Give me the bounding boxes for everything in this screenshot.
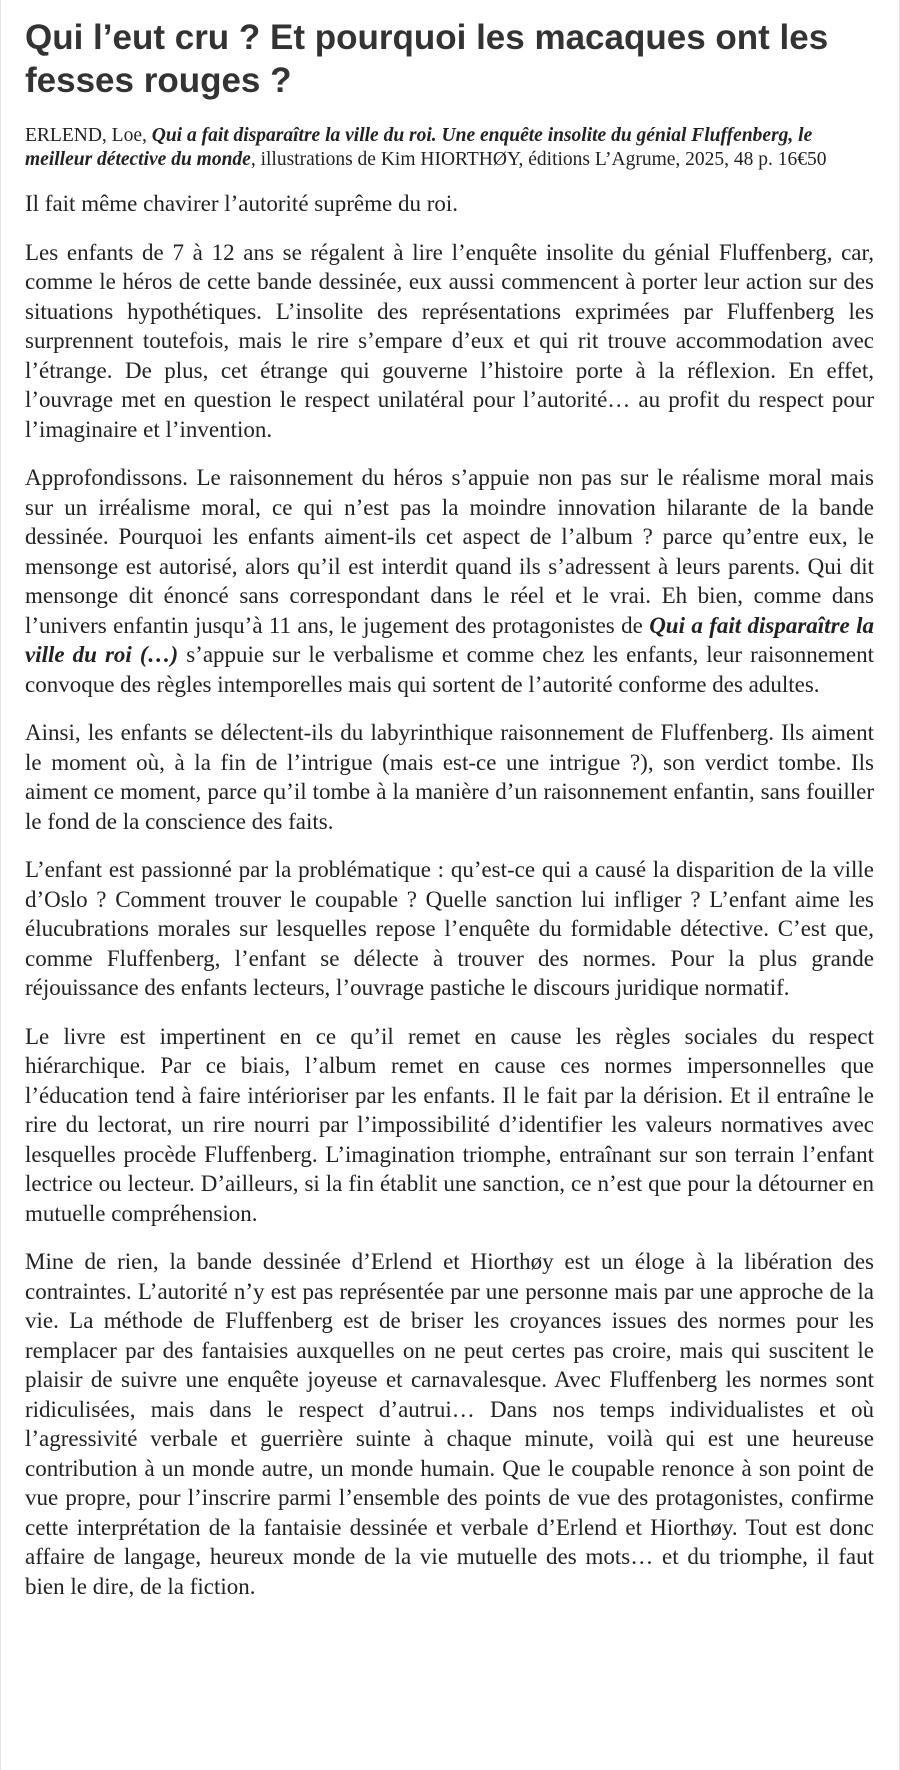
reference-details: , illustrations de Kim HIORTHØY, éditions L’Agrume, 2025, 48 p. 16€50 xyxy=(250,149,827,170)
reference-book-title: Qui a fait disparaître la ville du roi. Une enquête insolite du génial Fluffenberg, le meilleur détective du monde xyxy=(25,125,813,170)
paragraph-2: Les enfants de 7 à 12 ans se régalent à lire l’enquête insolite du génial Fluffenberg, car, comme le héros de cette bande dessinée, eux aussi commencent à porter leur action sur des situations hypothétiques. L’insolite des représentations exprimées par Fluffenberg les surprennent toutefois, mais le rire s’empare d’eux et qui rit trouve accommodation avec l’étrange. De plus, cet étrange qui gouverne l’histoire porte à la réflexion. En effet, l’ouvrage met en question le respect unilatéral pour l’autorité… au profit du respect pour l’imaginaire et l’invention. xyxy=(25,239,874,442)
paragraph-3-text-start: Approfondissons. Le raisonnement du héros s’appuie non pas sur le réalisme moral mais sur un irréalisme moral, ce qui n’est pas la moindre innovation hilarante de la bande dessinée. Pourquoi les enfants aiment-ils cet aspect de l’album ? parce qu’entre eux, le mensonge est autorisé, alors qu’il est interdit quand ils s’adressent à leurs parents. Qui dit mensonge dit énoncé sans correspondant dans le réel et le vrai. Eh bien, comme dans l’univers enfantin jusqu’à 11 ans, le jugement des protagonistes de xyxy=(25,465,874,638)
paragraph-5: L’enfant est passionné par la problématique : qu’est-ce qui a causé la disparition de la ville d’Oslo ? Comment trouver le coupable ? Quelle sanction lui infliger ? L’enfant aime les élucubrations morales sur lesquelles repose l’enquête du formidable détective. C’est que, comme Fluffenberg, l’enfant se délecte à trouver des normes. Pour la plus grande réjouissance des enfants lecteurs, l’ouvrage pastiche le discours juridique normatif. xyxy=(25,857,874,1000)
paragraph-1: Il fait même chavirer l’autorité suprême du roi. xyxy=(25,191,458,216)
paragraph-6: Le livre est impertinent en ce qu’il remet en cause les règles sociales du respect hiérarchique. Par ce biais, l’album remet en cause ces normes impersonnelles que l’éducation tend à faire intérioriser par les enfants. Il le fait par la dérision. Et il entraîne le rire du lectorat, un rire nourri par l’impossibilité d’identifier les valeurs normatives avec lesquelles procède Fluffenberg. L’imagination triomphe, entraînant sur son terrain l’enfant lectrice ou lecteur. D’ailleurs, si la fin établit une sanction, ce n’est que pour la détourner en mutuelle compréhension. xyxy=(25,1023,874,1226)
article-title: Qui l’eut cru ? Et pourquoi les macaques ont les fesses rouges ? xyxy=(25,18,829,100)
paragraph-3 xyxy=(25,463,874,699)
paragraph-3-text-end: s’appuie sur le verbalisme et comme chez les enfants, leur raisonnement convoque des règles intemporelles mais qui sortent de l’autorité conforme des adultes. xyxy=(25,642,874,697)
book-reference xyxy=(25,124,874,172)
article-body xyxy=(25,189,874,1601)
article xyxy=(1,0,900,1601)
paragraph-3-book-title: Qui a fait disparaître la ville du roi (…) xyxy=(25,612,874,667)
paragraph-7: Mine de rien, la bande dessinée d’Erlend et Hiorthøy est un éloge à la libération des contraintes. L’autorité n’y est pas représentée par une personne mais par une approche de la vie. La méthode de Fluffenberg est de briser les croyances issues des normes pour les remplacer par des fantaisies auxquelles on ne peut certes pas croire, mais qui suscitent le plaisir de suivre une enquête joyeuse et carnavalesque. Avec Fluffenberg les normes sont ridiculisées, mais dans le respect d’autrui… Dans nos temps individualistes et où l’agressivité verbale et guerrière suinte à chaque minute, voilà qui est une heureuse contribution à un monde autre, un monde humain. Que le coupable renonce à son point de vue propre, pour l’inscrire parmi l’ensemble des points de vue des protagonistes, confirme cette interprétation de la fantaisie dessinée et verbale d’Erlend et Hiorthøy. Tout est donc affaire de langage, heureux monde de la vie mutuelle des mots… et du triomphe, il faut bien le dire, de la fiction. xyxy=(25,1249,874,1599)
paragraph-4: Ainsi, les enfants se délectent-ils du labyrinthique raisonnement de Fluffenberg. Ils aiment le moment où, à la fin de l’intrigue (mais est-ce une intrigue ?), son verdict tombe. Ils aiment ce moment, parce qu’il tombe à la manière d’un raisonnement enfantin, sans fouiller le fond de la conscience des faits. xyxy=(25,720,874,834)
reference-author: ERLEND, Loe, xyxy=(25,125,152,146)
